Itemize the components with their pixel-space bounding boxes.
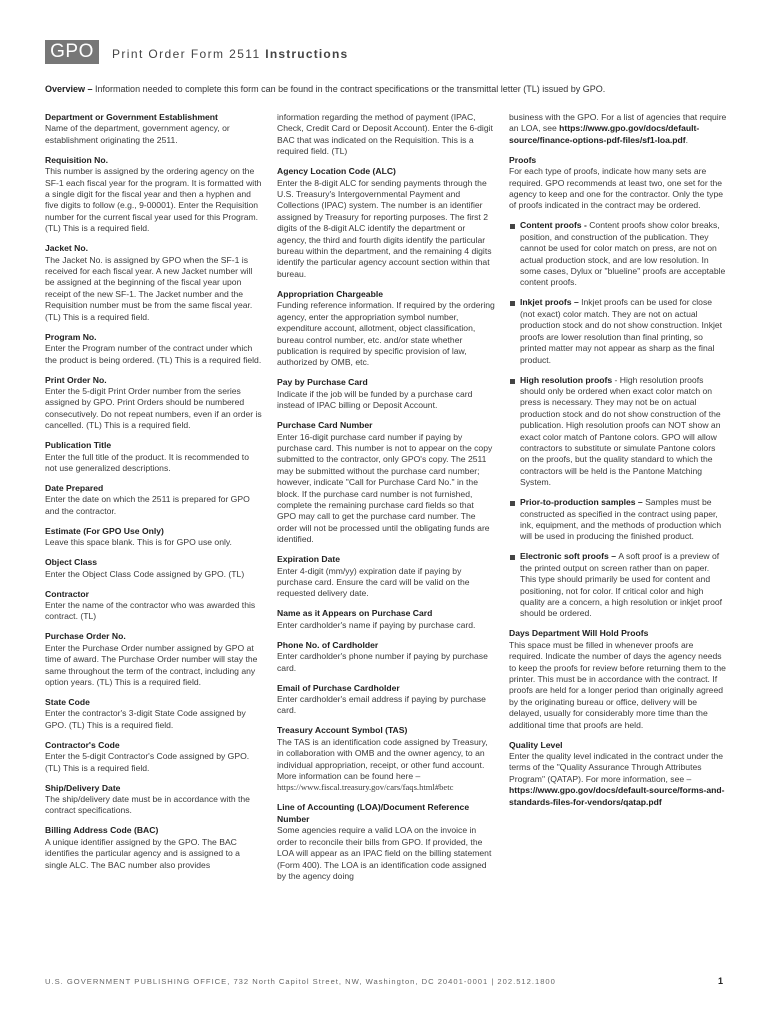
form-field-section: [45, 440, 263, 474]
section-heading: Publication Title: [45, 440, 112, 451]
proof-type-text: Content proofs show color breaks, position, and construction of the publication. They cannot be used for color match on press, are not on actual production stock, and are low resolution. In some cases, Dylux or "blueline" proofs are acceptable content proofs.: [520, 220, 726, 288]
quality-text: Enter the quality level indicated in the contract under the terms of the "Quality Assurance Through Attributes Program" (QATAP). For more information, see –: [509, 751, 724, 784]
proof-type-label: Inkjet proofs –: [520, 297, 582, 308]
section-heading: Program No.: [45, 331, 97, 342]
section-heading: Department or Government Establishment: [45, 112, 218, 122]
section-heading: Jacket No.: [45, 243, 88, 254]
col3-continuation-text: business with the GPO. For a list of agencies that require an LOA, see: [509, 112, 727, 134]
section-text: [45, 343, 263, 366]
section-text: [277, 737, 495, 794]
proof-type-item: [509, 497, 727, 543]
section-text: [45, 600, 263, 623]
proof-type-text: - High resolution proofs should only be ordered when exact color match on press is necessary. They may not be on actual production stock and do not show construction of the publication. High resolution proofs can NOT show an exact color match of Pantone colors. GPO will allow contractors to substitute or simulate Pantone colors on the proofs, but the quality standard to which the contractors will be held is the Pantone Matching System.: [520, 374, 721, 488]
form-field-section: [45, 332, 263, 366]
section-heading: Proofs: [509, 154, 537, 165]
form-field-section: [277, 420, 495, 545]
form-field-section: [277, 640, 495, 674]
quality-section: [509, 740, 727, 808]
section-heading: Expiration Date: [277, 554, 341, 565]
overview-text: Information needed to complete this form can be found in the contract specifications or the transmittal letter (TL) issued by GPO.: [95, 84, 606, 94]
section-heading: State Code: [45, 697, 90, 707]
section-text-body: Enter the Purchase Order number assigned by GPO at time of award. The Purchase Order number will stay the same throughout the term of the contract, including any option years. (TL) This is a required field.: [45, 642, 258, 687]
form-field-section: [45, 375, 263, 432]
form-field-section: [45, 697, 263, 731]
section-text-body: The TAS is an identification code assigned by Treasury, in collaboration with OMB and the owner agency, to an individual appropriation, receipt, or other fund account. More information can be found here –: [277, 736, 488, 782]
days-section: [509, 628, 727, 731]
proof-type-text: A soft proof is a preview of the printed output on screen rather than on paper. This type should primarily be used for content and positioning, not for color. If critical color and high quality are a concern, a high resolution or inkjet proof should be ordered.: [520, 551, 723, 619]
tas-link[interactable]: https://www.fiscal.treasury.gov/cars/faqs.html#betc: [277, 782, 454, 793]
section-text-body: Funding reference information. If required by the ordering agency, enter the appropriation symbol number, expenditure account, allotment, object classification, bureau control number, etc. and/or state whether publication is required by specific provision of law, authorized by OMB, etc.: [277, 300, 495, 368]
section-text: [45, 166, 263, 234]
form-field-section: [45, 112, 263, 146]
section-heading: Email of Purchase Cardholder: [277, 682, 400, 693]
form-field-section: [277, 554, 495, 600]
section-text: [45, 452, 263, 475]
section-text: [277, 620, 495, 631]
proof-type-label: High resolution proofs: [520, 374, 613, 385]
form-field-section: [45, 783, 263, 817]
page-title: [112, 47, 348, 61]
form-field-section: [277, 802, 495, 882]
overview-label: Overview –: [45, 84, 96, 94]
footer-address: U.S. GOVERNMENT PUBLISHING OFFICE, 732 North Capitol Street, NW, Washington, DC 20401-0001 | 202.512.1800: [45, 977, 556, 986]
section-text-body: The Jacket No. is assigned by GPO when the SF-1 is received for each fiscal year. A new Jacket number will be assigned at the beginning of the fiscal year upon receipt of the new SF-1. The Jacket number and the Requisition number must be from the same fiscal year. (TL) This is a required field.: [45, 254, 253, 322]
proof-type-text: Inkjet proofs can be used for close (not exact) color match. They are not on actual production stock and do not show construction. Inkjet proofs are lower resolution than final printing, so printed matter may not appear as sharp as the final product.: [520, 297, 723, 365]
section-text-body: Enter the 5-digit Contractor's Code assigned by GPO. (TL) This is a required field.: [45, 751, 250, 773]
title-bold: Instructions: [265, 47, 349, 61]
section-text-body: Name of the department, government agency, or establishment originating the 2511.: [45, 123, 230, 145]
form-field-section: [277, 289, 495, 369]
form-field-section: [277, 608, 495, 631]
section-text-body: Enter the date on which the 2511 is prepared for GPO and the contractor.: [45, 494, 250, 516]
section-heading: Days Department Will Hold Proofs: [509, 628, 649, 639]
section-heading: Purchase Card Number: [277, 420, 373, 431]
section-heading: Contractor: [45, 588, 89, 599]
section-text: [277, 178, 495, 281]
section-text: For each type of proofs, indicate how many sets are required. GPO recommends at least two, one set for the agency to keep and one for the contractor. Only the type of proofs indicated in the contract may be ordered.: [509, 166, 724, 211]
form-field-section: [277, 166, 495, 280]
form-field-section: [45, 243, 263, 323]
section-text-body: Leave this space blank. This is for GPO use only.: [45, 537, 232, 548]
proof-type-item: [509, 297, 727, 365]
section-text: [277, 432, 495, 546]
section-text: [45, 643, 263, 689]
section-text-body: Enter the contractor's 3-digit State Code assigned by GPO. (TL) This is a required field.: [45, 708, 246, 730]
section-heading: Name as it Appears on Purchase Card: [277, 608, 433, 619]
proof-type-label: Content proofs -: [520, 220, 590, 231]
form-field-section: [45, 631, 263, 688]
col3-continuation-end: .: [685, 134, 689, 145]
qatap-link[interactable]: https://www.gpo.gov/docs/default-source/forms-and-standards-files-for-vendors/qatap.pdf: [509, 785, 725, 807]
section-heading: Line of Accounting (LOA)/Document Reference Number: [277, 802, 470, 824]
section-text-body: Enter the 8-digit ALC for sending payments through the U.S. Treasury's Intergovernmental Payment and Collections (IPAC) system. The number is an identifier assigned by Treasury for reporting purposes. The first 2 digits of the 8-digit ALC identify the department or agency, the third and fourth digits identify the particular bureau within the department, and the remaining 4 digits identify the particular agency account section within that bureau.: [277, 177, 492, 279]
section-heading: Requisition No.: [45, 154, 109, 165]
section-text: [45, 751, 263, 774]
column-1: [45, 112, 263, 880]
form-field-section: [45, 483, 263, 517]
form-field-section: [277, 725, 495, 793]
section-text-body: The ship/delivery date must be in accordance with the contract specifications.: [45, 794, 250, 816]
loa-link[interactable]: https://www.gpo.gov/docs/default-source/finance-options-pdf-files/sf1-loa.pdf: [509, 123, 700, 145]
section-heading: Ship/Delivery Date: [45, 782, 121, 793]
section-text: [45, 123, 263, 146]
section-heading: Print Order No.: [45, 374, 107, 385]
form-field-section: [45, 825, 263, 871]
section-text-body: Enter the full title of the product. It is recommended to not use generalized descriptions.: [45, 451, 249, 473]
column-3: [509, 112, 727, 817]
form-field-section: [45, 526, 263, 549]
section-text: [45, 255, 263, 323]
section-heading: Estimate (For GPO Use Only): [45, 525, 164, 536]
section-text: [45, 837, 263, 871]
section-text-body: A unique identifier assigned by the GPO. The BAC identifies the particular agency and is assigned to a single ALC. The BAC number also provides: [45, 836, 240, 870]
form-field-section: [45, 589, 263, 623]
section-heading: Date Prepared: [45, 482, 104, 493]
section-text-body: This number is assigned by the ordering agency on the SF-1 each fiscal year for the program. It is formatted with a single digit for the fiscal year and then a hyphen and five digits to follow (e.g., 9-00001). Enter the Requisition number for the current fiscal year used for this Program. (TL) This is a required field.: [45, 166, 262, 234]
section-text: [277, 300, 495, 368]
gpo-logo: GPO: [45, 40, 99, 64]
section-heading: Pay by Purchase Card: [277, 377, 368, 388]
section-text: [277, 566, 495, 600]
proof-type-item: [509, 551, 727, 619]
proofs-section: [509, 155, 727, 212]
section-text: [45, 494, 263, 517]
section-text-body: Enter cardholder's name if paying by purchase card.: [277, 619, 476, 630]
column-2: [277, 112, 495, 891]
section-text-body: Enter 16-digit purchase card number if paying by purchase card. This number is not to appear on the copy submitted to the contractor, only GPO's copy. The 2511 may be submitted without the purchase card number; however, indicate "Call for Purchase Card No." in the block. If the purchase card number is not furnished, complete the remaining purchase card fields so that GPO may call to get the purchase card number. The order will not be processed until the obligating funds are identified.: [277, 431, 493, 545]
section-text: [509, 751, 727, 808]
section-heading: Contractor's Code: [45, 739, 120, 750]
section-text: [277, 825, 495, 882]
section-text-body: Enter the Program number of the contract under which the product is being ordered. (TL) This is a required field.: [45, 343, 262, 365]
section-text-body: Enter the Object Class Code assigned by GPO. (TL): [45, 568, 245, 579]
section-heading: Billing Address Code (BAC): [45, 825, 159, 836]
section-text-body: Enter cardholder's phone number if paying by purchase card.: [277, 651, 488, 673]
section-heading: Quality Level: [509, 739, 563, 750]
section-text: [45, 794, 263, 817]
section-text: [45, 569, 263, 580]
form-field-section: [277, 377, 495, 411]
section-text: [277, 651, 495, 674]
proof-type-text: Samples must be constructed as specified in the contract using paper, ink, equipment, and the methods of production which will be used in producing the finished product.: [520, 497, 722, 542]
section-heading: Object Class: [45, 557, 98, 568]
section-text-body: Enter the name of the contractor who was awarded this contract. (TL): [45, 599, 256, 622]
form-field-section: [45, 557, 263, 580]
col3-continuation: [509, 112, 727, 146]
page-number: 1: [718, 976, 724, 986]
section-text: This space must be filled in whenever proofs are required. Indicate the number of days the agency needs to keep the proofs for review before returning them to the printer. This must be in accordance with the contract. If proofs are held for a longer period than originally agreed by the originating bureau or office, delivery will be delayed, usually for considerably more time than the additional time that proofs are held.: [509, 639, 726, 730]
proof-type-item: [509, 375, 727, 489]
section-text-body: Some agencies require a valid LOA on the invoice in order to reconcile their bills from GPO. If provided, the LOA will appear as an IPAC field on the billing statement (Form 400). The LOA is an identification code assigned by the agency doing: [277, 825, 492, 881]
section-heading: Agency Location Code (ALC): [277, 166, 396, 177]
section-text-body: Enter the 5-digit Print Order number from the series assigned by GPO. Print Orders should be numbered consecutively. Do not repeat numbers, even if an order is cancelled. (TL) This is a required field.: [45, 385, 262, 431]
section-text-body: Indicate if the job will be funded by a purchase card instead of IPAC billing or Deposit Account.: [277, 388, 473, 411]
section-heading: Phone No. of Cardholder: [277, 639, 379, 650]
form-field-section: [45, 155, 263, 235]
section-heading: Appropriation Chargeable: [277, 288, 383, 299]
section-text: [45, 537, 263, 548]
col2-continuation: information regarding the method of payment (IPAC, Check, Credit Card or Deposit Account). Enter the 6-digit BAC that was indicated on the Requisition. This is a required field. (TL): [277, 112, 493, 157]
overview: [45, 84, 605, 94]
title-prefix: Print Order Form 2511: [112, 47, 266, 61]
proof-type-item: [509, 220, 727, 288]
proof-types-list: [509, 220, 727, 619]
proof-type-label: Prior-to-production samples –: [520, 497, 646, 508]
section-text: [277, 389, 495, 412]
form-field-section: [277, 683, 495, 717]
section-text-body: Enter 4-digit (mm/yy) expiration date if paying by purchase card. Ensure the card will be valid on the requested delivery date.: [277, 565, 470, 599]
section-heading: Purchase Order No.: [45, 631, 126, 642]
form-field-section: [45, 740, 263, 774]
section-text-body: Enter cardholder's email address if paying by purchase card.: [277, 694, 486, 716]
section-text: [277, 694, 495, 717]
section-text: [45, 386, 263, 432]
section-text: [45, 708, 263, 731]
section-heading: Treasury Account Symbol (TAS): [277, 725, 408, 736]
proof-type-label: Electronic soft proofs –: [520, 551, 619, 562]
